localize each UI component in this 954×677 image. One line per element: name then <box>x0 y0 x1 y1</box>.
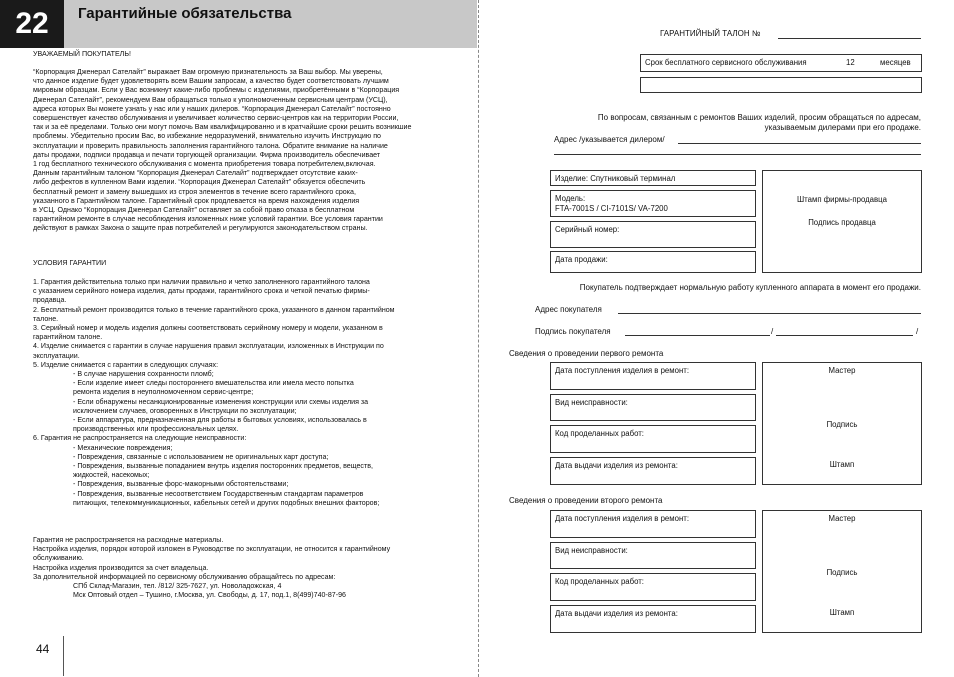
intro-line: либо дефектов в купленном Вами изделии. “Корпорация Дженерал Сателайт” обязуется обеспечить <box>33 178 366 187</box>
condition-line: - Повреждения, вызванные форс-мажорными обстоятельствами; <box>73 480 289 489</box>
product-box <box>550 170 756 186</box>
repair2-title: Сведения о проведении второго ремонта <box>509 496 663 505</box>
blank-box <box>640 77 922 93</box>
condition-line: - В случае нарушения сохранности пломб; <box>73 370 214 379</box>
talon-label: ГАРАНТИЙНЫЙ ТАЛОН № <box>660 29 761 38</box>
repair-stamp-box[interactable] <box>762 362 922 485</box>
footer-line: Гарантия не распространяется на расходные материалы. <box>33 536 224 544</box>
condition-line: продавца. <box>33 296 67 305</box>
product-label: Изделие: Спутниковый терминал <box>555 174 676 183</box>
condition-line: 5. Изделие снимается с гарантии в следующих случаях: <box>33 360 219 369</box>
model-box <box>550 190 756 217</box>
condition-line: - Механические повреждения; <box>73 443 173 452</box>
condition-line: эксплуатации. <box>33 351 80 360</box>
repair-field-label: Вид неисправности: <box>555 398 628 407</box>
repair-stamp-box[interactable] <box>762 510 922 633</box>
buyer-signature-label: Подпись покупателя <box>535 327 611 336</box>
repair-field-box[interactable] <box>550 457 756 485</box>
repair-field-box[interactable] <box>550 510 756 538</box>
intro-line: эксплуатации и проверить правильность заполнения гарантийного талона. Обратите внимание на наличие <box>33 141 388 150</box>
repair-field-box[interactable] <box>550 394 756 421</box>
condition-line: 4. Изделие снимается с гарантии в случае нарушения правил эксплуатации, изложенных в Инструкции по <box>33 342 384 351</box>
repair-stamp-label: Подпись <box>826 420 858 429</box>
footer-line: Мск Оптовый отдел – Тушино, г.Москва, ул. Свободы, д. 17, под.1, 8(499)740-87-96 <box>73 591 346 600</box>
condition-line: 6. Гарантия не распространяется на следующие неисправности: <box>33 434 247 443</box>
sale-date-label: Дата продажи: <box>555 255 608 264</box>
intro-line: действуют в рамках Закона о защите прав потребителей и регулируются законодательством страны. <box>33 224 368 233</box>
repair-field-box[interactable] <box>550 425 756 453</box>
condition-line: исключением случаев, оговоренных в Инструкции по эксплуатации; <box>73 406 297 415</box>
page-number: 44 <box>36 642 50 656</box>
buyer-address-line[interactable] <box>618 313 921 314</box>
seller-signature-label: Подпись продавца <box>808 218 876 227</box>
intro-line: Дженерал Сателайт”, рекомендуем Вам обращаться только к уполномоченным сервисным центрам (УСЦ), <box>33 95 388 104</box>
intro-line: адреса которых Вы можете узнать у нас или у наших дилеров. “Корпорация Дженерал Сателайт” постоянно <box>33 104 391 113</box>
condition-line: - Повреждения, вызванные попаданием внутрь изделия посторонних предметов, веществ, <box>73 462 373 471</box>
page-number-divider <box>63 636 64 676</box>
footer-notes <box>33 536 445 600</box>
repair-stamp-label: Мастер <box>828 366 856 375</box>
condition-line: 3. Серийный номер и модель изделия должны соответствовать серийному номеру и модели, указанном в <box>33 324 383 333</box>
condition-line: 1. Гарантия действительна только при наличии правильно и четко заполненного гарантийного талона <box>33 278 370 286</box>
serial-label: Серийный номер: <box>555 225 620 234</box>
model-value: FTA-7001S / CI-7101S/ VA-7200 <box>555 203 668 213</box>
slash-2: / <box>916 327 919 336</box>
condition-line: производственных или профессиональных целях. <box>73 425 239 434</box>
condition-line: - Если обнаружены несанкционированные изменения конструкции или схемы изделия за <box>73 397 369 406</box>
greeting: УВАЖАЕМЫЙ ПОКУПАТЕЛЬ! <box>33 50 131 58</box>
seller-stamp-label: Штамп фирмы-продавца <box>797 195 887 204</box>
footer-line: Настройка изделия, порядок которой изложен в Руководстве по эксплуатации, не относится к гарантийному <box>33 545 391 554</box>
intro-line: в УСЦ. Однако “Корпорация Дженерал Сателайт” оставляет за собой право отказа в бесплатном <box>33 206 355 215</box>
cut-line <box>478 0 479 677</box>
repair-field-box[interactable] <box>550 605 756 633</box>
model-label: Модель: <box>555 194 586 203</box>
repair-field-label: Код проделанных работ: <box>555 429 644 438</box>
serial-box[interactable] <box>550 221 756 248</box>
intro-line: Данным гарантийным талоном “Корпорация Дженерал Сателайт” подтверждает отсутствие каких- <box>33 169 358 178</box>
service-period-box <box>640 54 922 72</box>
talon-number-line[interactable] <box>778 38 921 39</box>
header-page-number: 22 <box>0 0 64 48</box>
footer-line: обслуживанию. <box>33 554 84 563</box>
intro-line: проблемы. Убедительно просим Вас, во избежание недоразумений, внимательно изучить Инструкцию по <box>33 132 381 141</box>
dealer-address-line-2[interactable] <box>554 154 921 155</box>
repair-stamp-label: Подпись <box>826 568 858 577</box>
intro-line: 1 год бесплатного технического обслуживания с момента приобретения товара потребителем,включая. <box>33 160 376 169</box>
buyer-address-label: Адрес покупателя <box>535 305 602 314</box>
repair-field-box[interactable] <box>550 362 756 390</box>
condition-line: жидкостей, насекомых; <box>73 471 150 480</box>
repair1-title: Сведения о проведении первого ремонта <box>509 349 664 358</box>
repair-field-label: Дата выдачи изделия из ремонта: <box>555 461 678 470</box>
condition-line: с указанием серийного номера изделия, даты продажи, гарантийного срока и четкой печатью фирмы- <box>33 287 370 296</box>
buyer-name-line[interactable] <box>776 335 913 336</box>
seller-stamp-box <box>762 170 922 273</box>
page-title: Гарантийные обязательства <box>78 5 292 22</box>
service-period-value: 12 <box>846 58 855 67</box>
repair-field-box[interactable] <box>550 573 756 601</box>
repair-field-box[interactable] <box>550 542 756 569</box>
condition-line: - Если аппаратура, предназначенная для работы в бытовых условиях, использовалась в <box>73 416 367 425</box>
conditions-title: УСЛОВИЯ ГАРАНТИИ <box>33 259 107 267</box>
intro-line: так и за её пределами. Только они могут помочь Вам квалифицированно и в кратчайшие сроки решить возникшие <box>33 123 412 132</box>
repair-stamp-label: Штамп <box>829 608 855 617</box>
condition-line: ремонта изделия в неуполномоченном сервис-центре; <box>73 388 254 397</box>
condition-line: талоне. <box>33 314 59 323</box>
footer-line: За дополнительной информацией по сервисному обслуживанию обращайтесь по адресам: <box>33 572 336 581</box>
dealer-address-line-1[interactable] <box>678 143 921 144</box>
footer-line: СПб Склад-Магазин, тел. /812/ 325-7627, ул. Новоладожская, 4 <box>73 582 282 591</box>
conditions-list <box>33 278 445 508</box>
repair-stamp-label: Штамп <box>829 460 855 469</box>
intro-line: что данное изделие будет удовлетворять всем Вашим запросам, а качество будет соответствовать лучшим <box>33 77 389 86</box>
condition-line: - Повреждения, связанные с использованием не оригинальных карт доступа; <box>73 452 329 461</box>
condition-line: питающих, телекоммуникационных, кабельных сетей и других подобных внешних факторов; <box>73 498 380 507</box>
buyer-signature-line[interactable] <box>625 335 770 336</box>
intro-line: бесплатный ремонт и замену вышедших из строя элементов в течение всего гарантийного срока, <box>33 187 356 196</box>
repair-field-label: Дата выдачи изделия из ремонта: <box>555 609 678 618</box>
dealer-address-label: Адрес /указывается дилером/ <box>554 135 665 144</box>
intro-line: совершенствует качество обслуживания и увеличивает количество сервис-центров как на территории России, <box>33 114 399 123</box>
intro-line: мировым образцам. Если у Вас возникнут какие-либо проблемы с изделиями, приобретёнными в “Корпорация <box>33 86 400 95</box>
condition-line: - Если изделие имеет следы постороннего вмешательства или имела место попытка <box>73 379 354 388</box>
intro-line: гарантийном ремонте в случае несоблюдения изложенных ниже условий гарантии. Все условия гарантии <box>33 215 383 224</box>
buyer-confirm-text: Покупатель подтверждает нормальную работу купленного аппарата в момент его продажи. <box>579 283 921 292</box>
intro-line: даты продажи, подписи продавца и печати торгующей организации. Фирма производитель обеспечивает <box>33 150 381 159</box>
repair-stamp-label: Мастер <box>828 514 856 523</box>
sale-date-box[interactable] <box>550 251 756 273</box>
condition-line: 2. Бесплатный ремонт производится только в течение гарантийного срока, указанного в данном гарантийном <box>33 305 395 314</box>
intro-line: “Корпорация Дженерал Сателайт” выражает Вам огромную признательность за Ваш выбор. Мы уверены, <box>33 68 383 76</box>
service-period-unit: месяцев <box>880 58 911 67</box>
intro-paragraph <box>33 68 445 234</box>
repair-field-label: Дата поступления изделия в ремонт: <box>555 366 690 375</box>
slash-1: / <box>771 327 774 336</box>
footer-line: Настройка изделия производится за счет владельца. <box>33 563 209 572</box>
intro-line: указанного в Гарантийном талоне. Гарантийный срок продлевается на время нахождения изделия <box>33 196 360 205</box>
service-period-label: Срок бесплатного сервисного обслуживания <box>645 58 807 67</box>
questions-line-2: указываемым дилерами при его продаже. <box>764 123 921 132</box>
repair-field-label: Дата поступления изделия в ремонт: <box>555 514 690 523</box>
questions-line-1: По вопросам, связанным с ремонтов Ваших изделий, просим обращаться по адресам, <box>597 113 921 122</box>
condition-line: - Повреждения, вызванные несоответствием Государственным стандартам параметров <box>73 489 364 498</box>
condition-line: гарантийном талоне. <box>33 333 103 342</box>
repair-field-label: Код проделанных работ: <box>555 577 644 586</box>
repair-field-label: Вид неисправности: <box>555 546 628 555</box>
